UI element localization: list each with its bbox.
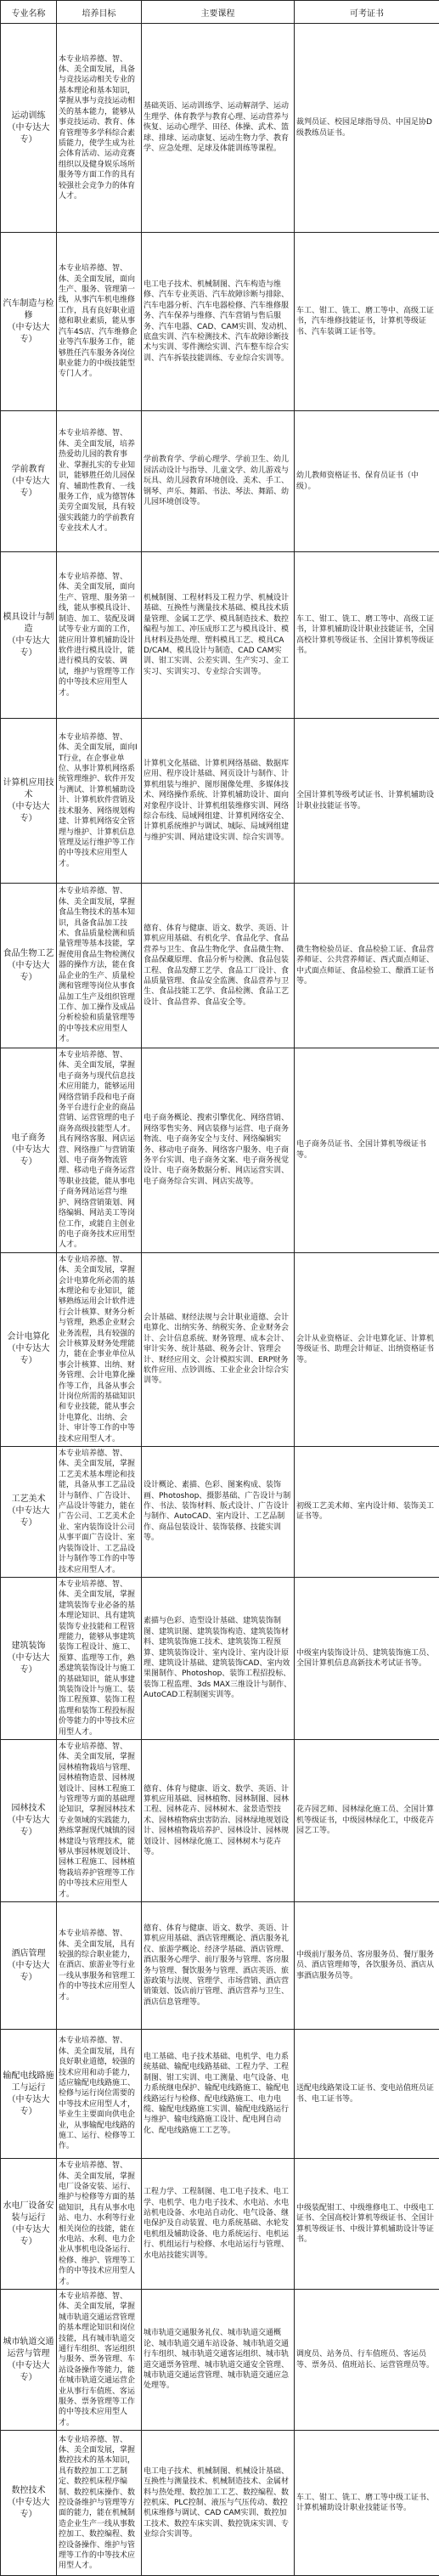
major-level: （中专达大专） xyxy=(3,1652,54,1676)
major-level: （中专达大专） xyxy=(3,476,54,500)
certificates: 调度员、站务员、行车值班员、客运员等、票务员、值班站长、运营管理员等。 xyxy=(295,2289,439,2430)
main-courses: 德育、体育与健康、语文、数学、英语、计算机应用基础、园林植物、园林制图、园林工程、园林花卉、园林树木、盆景造型技术、园林植物病虫害防治、园林绿地规划设计、园林植物栽培养护、园林设计、园林规划设计、园林绿化施工、园林树木与花卉等。 xyxy=(142,1740,295,1902)
major-name: 输配电线路施工与运行 xyxy=(3,2070,54,2094)
major-level: （中专达大专） xyxy=(3,2224,54,2248)
major-level: （中专达大专） xyxy=(3,960,54,984)
table-row xyxy=(1,1740,439,1902)
major-name-cell xyxy=(1,1740,57,1902)
certificates: 中级前厅服务员、客房服务员、餐厅服务员、酒店管理师等，各饮服务员、酒店从事酒店服务员等。 xyxy=(295,1902,439,2030)
training-goal: 本专业培养德、智、体、美全面发展，具备与竞技运动相关专业的基本理论和基本知识，掌握从事与竞技运动相关的基本能力，能够从事竞技运动、教育、体育管理等多学科综合素质能力，使学生成为社会体育活动、运动竞赛组织以及健身娱乐场所服务等方面工作的具有较强社会竞争力的体育人才。 xyxy=(57,24,142,233)
main-courses: 会计基础、财经法规与会计职业道德、会计电算化、出纳实务、纳税实务、企业财务会计、会计信息系统、财务管理、成本会计、审计实务、统计基础、税务会计、管理会计、财经应用文、会计模拟实训、ERP财务软件应用、点钞训练、工业企业会计综合实训等。 xyxy=(142,1252,295,1446)
major-level: （中专达大专） xyxy=(3,1815,54,1839)
main-courses: 计算机文化基础、计算机网络基础、数据库应用、程序设计基础、网页设计与制作、计算机组装与维护、图形图像处理、多媒体技术、网络操作系统、计算机辅助设计、面向对象程序设计、计算机组装维修实训、网络综合布线、局域网组建、计算机网络安全、计算机系统维护与调试、城际、局域网组建与维护实训、网站建设实训、综合实训等。 xyxy=(142,719,295,884)
header-row xyxy=(1,1,439,24)
training-goal: 本专业培养德、智、体、美全面发展，掌握建筑装饰专业必备的基本理论知识、具有建筑装饰专业技能和工程管理能力，能够从事建筑装饰工程设计、施工、预算、监理等工作，熟悉建筑装饰设计与施工的基础知识，能从事建筑装饰设计与施工、装饰工程预算、装饰工程监理和装饰工程投标报价等能力的中等技术应用型人才。 xyxy=(57,1577,142,1739)
major-name: 建筑装饰 xyxy=(3,1641,54,1652)
major-name: 计算机应用技术 xyxy=(3,777,54,801)
major-level: （中专达大专） xyxy=(3,801,54,825)
certificates: 送配电线路架设工证书、变电站值班员证书、电工证书等。 xyxy=(295,2030,439,2159)
main-courses: 电工电子技术、机械制图、机械设计基础、互换性与测量技术、机械制造技术、金属材料与热处理、数控加工工艺、数控编程、数控机床、PLC控制、液压与气压传动、数控机床维修与调试、CAD CAM实训、数控加工技术、数控车床实训、数控铣床实训、专业综合实训等。 xyxy=(142,2431,295,2576)
major-level: （中专达大专） xyxy=(3,322,54,346)
major-level: （中专达大专） xyxy=(3,2094,54,2118)
certificates: 车工、钳工、铣工、磨工等中、高级工证书，计算机辅助设计职业技能证书，全国高校计算机等级证书、全国计算机等级证书。 xyxy=(295,552,439,719)
major-name: 园林技术 xyxy=(3,1803,54,1815)
main-courses: 电子商务概论、搜索引擎优化、网络营销、网络零售实务、网店装修与运营、电子商务物流、电子商务安全与支付、网络编辑实务、移动电子商务、网络客户服务、电子商务平台实训、电子商务文案、电子商务视觉设计、电子商务数据分析、网店运营实训、电子商务综合实训、网店实战等。 xyxy=(142,1048,295,1253)
certificates: 初级工艺美术师、室内设计师、装饰美工证书等。 xyxy=(295,1447,439,1578)
main-courses: 工程力学、工程制图、电工电子技术、电工学、电机学、电力电子技术、水电站、水电站机电设备、水电站自动化、电气设备、继电保护及自动装置、电力系统基础、水轮发电机组及辅助设备、电力系统运行、电机运行、机组运行与检修、水电站运行与管理、水电站技能实训等。 xyxy=(142,2159,295,2290)
major-name-cell xyxy=(1,1577,57,1739)
training-goal: 本专业培养德、智、体、美全面发展，具有良好职业道德，较强的技术应用和动手能力，适应输配电线路施工、检修与运行岗位需要的中等技术应用型人才，毕业生主要面向供电企业，从事输配电线路的施工、运行、检修等工作。 xyxy=(57,2030,142,2159)
table-row xyxy=(1,411,439,552)
major-name: 食品生物工艺 xyxy=(3,948,54,960)
major-name-cell xyxy=(1,719,57,884)
training-goal: 本专业培养德、智、体、美全面发展，面向IT行业，在企事业单位、从事计算机网络系统管理维护、软件开发与测试、计算机辅助设计、计算机软件营销及技术服务、网络规划构建、计算机网络安全管理与维护、计算机信息管理及运行维护等工作的中等技术应用型人才。 xyxy=(57,719,142,884)
major-level: （中专达大专） xyxy=(3,2360,54,2384)
certificates: 微生物检验员证、食品检验工证、食品营养师证、公共营养师证、西式面点师证、中式面点师证、食品检验工、酿酒工证书等。 xyxy=(295,884,439,1048)
main-courses: 机械制图、工程材料及工程力学、机械设计基础、互换性与测量技术基础、模具技术质量管理、金属工艺学、模具制造技术、数控编程与加工、冲压成形工艺与模具设计、模具材料及热处理、塑料模具工艺、模具CAD/CAM、模具设计与制造、CAD CAM实训、钳工实训、公差实训、生产实习、金工实习、实训实习、专业综合实训等。 xyxy=(142,552,295,719)
major-level: （中专达大专） xyxy=(3,2497,54,2521)
major-level: （中专达大专） xyxy=(3,1960,54,1984)
major-name: 城市轨道交通运营与管理 xyxy=(3,2336,54,2360)
major-name-cell xyxy=(1,233,57,411)
header-goal: 培养目标 xyxy=(57,1,142,24)
table-row xyxy=(1,2159,439,2290)
table-row xyxy=(1,2431,439,2576)
certificates: 裁判员证、校园足球指导员、中国足协D级教练员证书。 xyxy=(295,24,439,233)
major-name-cell xyxy=(1,1447,57,1578)
main-courses: 学前教育学、学前心理学、学前卫生、幼儿园活动设计与指导、儿童文学、幼儿游戏与玩具、幼儿园教育环境创设、美术、手工、钢琴、声乐、舞蹈、书法、琴法、舞蹈、幼儿园环境创设等。 xyxy=(142,411,295,552)
main-courses: 素描与色彩、造型设计基础、建筑装饰制图、建筑识图、建筑装饰构造、建筑装饰材料、建筑装饰施工技术、建筑装饰工程预算、建筑装饰设计、室内设计、室内设计原理、建筑设计基础、建筑装饰CAD、室内效果图制作、Photoshop、装饰工程招投标、装饰工程监理、3ds MAX三维设计与制作、AutoCAD工程制图实训等。 xyxy=(142,1577,295,1739)
major-name-cell xyxy=(1,552,57,719)
certificates: 全国计算机等级考试证书、计算机辅助设计职业技能证书等。 xyxy=(295,719,439,884)
certificates: 幼儿教师资格证书、保育员证书（中级）。 xyxy=(295,411,439,552)
major-name-cell xyxy=(1,24,57,233)
major-name-cell xyxy=(1,2289,57,2430)
training-goal: 本专业培养德、智、体、美全面发展，面向生产、管理、服务第一线，能从事模具设计、制造、加工、装配及调试等专业方面的工作，能应用计算机辅助设计软件进行模具设计，能进行模具的安装、调试，维护与管理等工作的中等技术应用型人才。 xyxy=(57,552,142,719)
certificates: 会计从业资格证、会计电算化证、计算机等级证书、助理会计师证、出纳资格证书等。 xyxy=(295,1252,439,1446)
majors-body xyxy=(1,24,439,2576)
training-goal: 本专业培养德、智、体、美全面发展，掌握会计电算化所必需的基本理论和专业知识，能够熟练运用会计软件进行会计核算、财务分析与管理，熟悉企业财会业务流程，具有较强的会计核算及财务处理能力，能在企事业单位从事会计核算、出纳、财务管理、会计电算化操作等工作，具备从事会计岗位所需的基础知识和专业技能，能从事会计电算化、出纳、会计、审计等工作的中等技术应用型人才。 xyxy=(57,1252,142,1446)
major-name-cell xyxy=(1,1902,57,2030)
table-row xyxy=(1,2289,439,2430)
training-goal: 本专业培养德、智、体、美全面发展，掌握工艺美术基本理论和技能，具备从事工艺品设计与制作、广告设计、产品设计等能力，能在广告公司、工艺美术企业、室内装饰设计公司从事平面广告设计、室内装饰设计、工艺品设计与制作等工作的中等技术应用型人才。 xyxy=(57,1447,142,1578)
major-name-cell xyxy=(1,1252,57,1446)
certificates: 车工、钳工、铣工、磨工等中级工证书、计算机辅助设计职业技能证书等。 xyxy=(295,2431,439,2576)
major-name: 会计电算化 xyxy=(3,1331,54,1343)
table-row xyxy=(1,2030,439,2159)
training-goal: 本专业培养德、智、体、美全面发展，掌握数控技术的基本知识，具有数控加工工艺制定、数控机床程序编制、数控机床操作、数控设备维护与管理等方面的能力，能在机械制造企业生产一线从事数控加工、数控编程、数控设备操作、维护与管理等工作的中等技术应用型人才。 xyxy=(57,2431,142,2576)
major-level: （中专达大专） xyxy=(3,1144,54,1168)
table-row xyxy=(1,552,439,719)
major-name-cell xyxy=(1,2159,57,2290)
major-name: 汽车制造与检修 xyxy=(3,298,54,322)
training-goal: 本专业培养德、智、体、美全面发展，掌握电厂设备安装、运行、维护与检修等方面的基础知识，具有从事水电站、电力、水利等行业相关岗位的技能，能在水电站、水利、电力企业从事机电设备运行、检修、维护、管理等工作的中等技术应用型人才。 xyxy=(57,2159,142,2290)
major-name: 学前教育 xyxy=(3,464,54,476)
training-goal: 本专业培养德、智、体、美全面发展，掌握食品生物技术的基本知识，具备食品加工技术、食品质量检测和质量管理等基本技能，掌握使用食品生物检测仪器的操作方法，能在食品企业的生产、质量检测和管理等岗位从事食品加工生产及组织管理工作、加工操作及成品分析检验和质量管理等的中等技术应用型人才。 xyxy=(57,884,142,1048)
training-goal: 本专业培养德、智、体、美全面发展，掌握电子商务与现代信息技术应用能力，能够运用网络营销手段和电子商务平台进行企业的商品营销、运营管理的电子商务高级技能型人才。具有网络客服、网店运营、网络推广与营销策划、电子商务物流管理、移动电子商务运营等职业技能，能从事电子商务网站运营与维护、网络营销策划、网络编辑、网站美工等岗位工作，或能自主创业的电子商务技术应用型人才。 xyxy=(57,1048,142,1253)
main-courses: 德育、体育与健康、语文、数学、英语、计算机应用基础、有机化学、食品化学、食品营养与卫生、食品生物化学、食品微生物、食品保藏原理、食品分析与检测、食品包装工程、食品发酵工艺学、食品工厂设计、食品质量管理、食品安全监测、食品营养与卫生、食品技能工艺学、食品检测、食品工艺设计、食品营养、食品安全等。 xyxy=(142,884,295,1048)
major-name: 数控技术 xyxy=(3,2485,54,2497)
major-name: 电子商务 xyxy=(3,1133,54,1144)
major-name-cell xyxy=(1,411,57,552)
main-courses: 设计概论、素描、色彩、图案构成、装饰画、Photoshop、摄影基础、广告设计与制作、书法、装饰材料、版式设计、广告设计与制作、AutoCAD、室内设计、工艺品制作、商品包装设计、装饰装修、技能实训等。 xyxy=(142,1447,295,1578)
table-row xyxy=(1,1252,439,1446)
table-row xyxy=(1,1447,439,1578)
table-row xyxy=(1,1577,439,1739)
table-row xyxy=(1,1902,439,2030)
training-goal: 本专业培养德、智、体、美全面发展，掌握园林植物栽培与管理、园林植物造景、园林规划设计、园林工程施工与管理等方面的基础理论知识，掌握园林技术专业领域的实践能力，熟练掌握现代城镇的园林建设与管理技术，能够从事园林规划设计、园林工程施工、园林植物栽培养护管理等工作的中等技术应用型人才。 xyxy=(57,1740,142,1902)
major-name-cell xyxy=(1,2431,57,2576)
main-courses: 电工基础、电子技术基础、电机学、电力系统基础、输配电线路基础、工程力学、工程制图、钳工实训、电工测量、电气设备、电力系统继电保护、输配电线路施工、输配电线路运行与检修、配电线路施工、电力电缆、输配电线路施工实训、输配电线路运行与维护、输电线路施工设计、配电网自动化、配电线路施工工艺等。 xyxy=(142,2030,295,2159)
major-name-cell xyxy=(1,884,57,1048)
certificates: 中级室内装饰设计员、建筑装饰施工员、全国计算机信息高新技术考试证书等。 xyxy=(295,1577,439,1739)
certificates: 花卉园艺师、园林绿化施工员、全国计算机等级证书，中级园林绿化工，中级花卉园艺工等。 xyxy=(295,1740,439,1902)
major-name: 酒店管理 xyxy=(3,1948,54,1960)
major-name: 运动训练 xyxy=(3,110,54,122)
certificates: 电子商务员证书、全国计算机等级证书等。 xyxy=(295,1048,439,1253)
certificates: 中级装配钳工、中级维修电工、中级电工证书、全国高校计算机等级证书、全国计算机等级证书、中级计算机辅助设计等证书。 xyxy=(295,2159,439,2290)
major-level: （中专达大专） xyxy=(3,636,54,659)
header-courses: 主要课程 xyxy=(142,1,295,24)
training-goal: 本专业培养德、智、体、美全面发展，培养热爱幼儿园的教育事业、掌握扎实的专业知识，能够胜任幼儿园保育、辅助性教育、一线服务工作，成为德智体美劳全面发展，具有较强实践能力的学前教育专业技术人才。 xyxy=(57,411,142,552)
table-row xyxy=(1,719,439,884)
main-courses: 城市轨道交通服务礼仪、城市轨道交通概论、城市轨道交通车站设备、城市轨道交通行车组织、城市轨道交通客运组织、城市轨道交通票务管理、城市轨道交通安全管理、城市轨道交通运营管理、城市轨道交通应急处理等。 xyxy=(142,2289,295,2430)
major-name: 水电厂设备安装与运行 xyxy=(3,2200,54,2224)
training-goal: 本专业培养德、智、体、美全面发展，掌握城市轨道交通运营管理的基本理论知识和岗位技能，具有城市轨道交通行车组织、客运组织与服务、票务管理、车站设备操作等能力，能在城市轨道交通运营企业从事行车值班、客运服务、票务管理等工作的中等技术应用型人才。 xyxy=(57,2289,142,2430)
major-name: 工艺美术 xyxy=(3,1494,54,1505)
main-courses: 德育、体育与健康、语文、数学、英语、计算机应用基础、酒店管理概论、酒店服务礼仪、旅游学概论、经济学基础、酒店管理、酒店服务心理学、前厅服务与管理、客房服务与管理、餐饮服务与管理、酒店英语、旅游政策与法规、管理学、市场营销、酒店营销策划、饭店前厅管理、酒店营养与卫生、酒店信息管理等。 xyxy=(142,1902,295,2030)
header-certs: 可考证书 xyxy=(295,1,439,24)
table-row xyxy=(1,24,439,233)
training-goal: 本专业培养德、智、体、美全面发展，面向生产、服务、管理第一线，从事汽车机电维修工作，具有良好职业道德和职业素质，能从事汽车4S店、汽车维修企业等汽车服务工作，能够胜任汽车服务各岗位职业能力的中级技能型专门人才。 xyxy=(57,233,142,411)
table-row xyxy=(1,233,439,411)
major-name-cell xyxy=(1,1048,57,1253)
major-name: 模具设计与制造 xyxy=(3,612,54,636)
major-name-cell xyxy=(1,2030,57,2159)
header-major: 专业名称 xyxy=(1,1,57,24)
major-level: （中专达大专） xyxy=(3,122,54,146)
table-row xyxy=(1,1048,439,1253)
major-level: （中专达大专） xyxy=(3,1343,54,1367)
main-courses: 电工电子技术、机械制图、汽车构造与维修、汽车专业英语、汽车故障诊断与排除、汽车电器分析、汽车电器检修、汽车维修服务、汽车保养与维修、汽车营销与售后服务、汽车电器、CAD、CAM实训、发动机、底盘实训、汽车检测技术、汽车故障诊断技术与实训、零件测绘实训、汽车整车综合实训、汽车拆装技能训练、专业综合实训等。 xyxy=(142,233,295,411)
major-level: （中专达大专） xyxy=(3,1505,54,1529)
main-courses: 基础英语、运动训练学、运动解剖学、运动生理学、体育教学与教育心理、运动营养与恢复、运动心理学、田径、体操、武术、篮球、排球、运动康复、运动生物力学、教育学、应急处理、足球及体能训练等课程。 xyxy=(142,24,295,233)
training-goal: 本专业培养德、智、体、美全面发展，具有较强的综合职业能力，在酒店、旅游业等行业一线从事服务和管理工作的中等技术应用型人才。 xyxy=(57,1902,142,2030)
certificates: 车工、钳工、铣工、磨工等中、高级工证书，汽车维修技能证书，计算机等级证书、汽车装调工证书等。 xyxy=(295,233,439,411)
table-row xyxy=(1,884,439,1048)
